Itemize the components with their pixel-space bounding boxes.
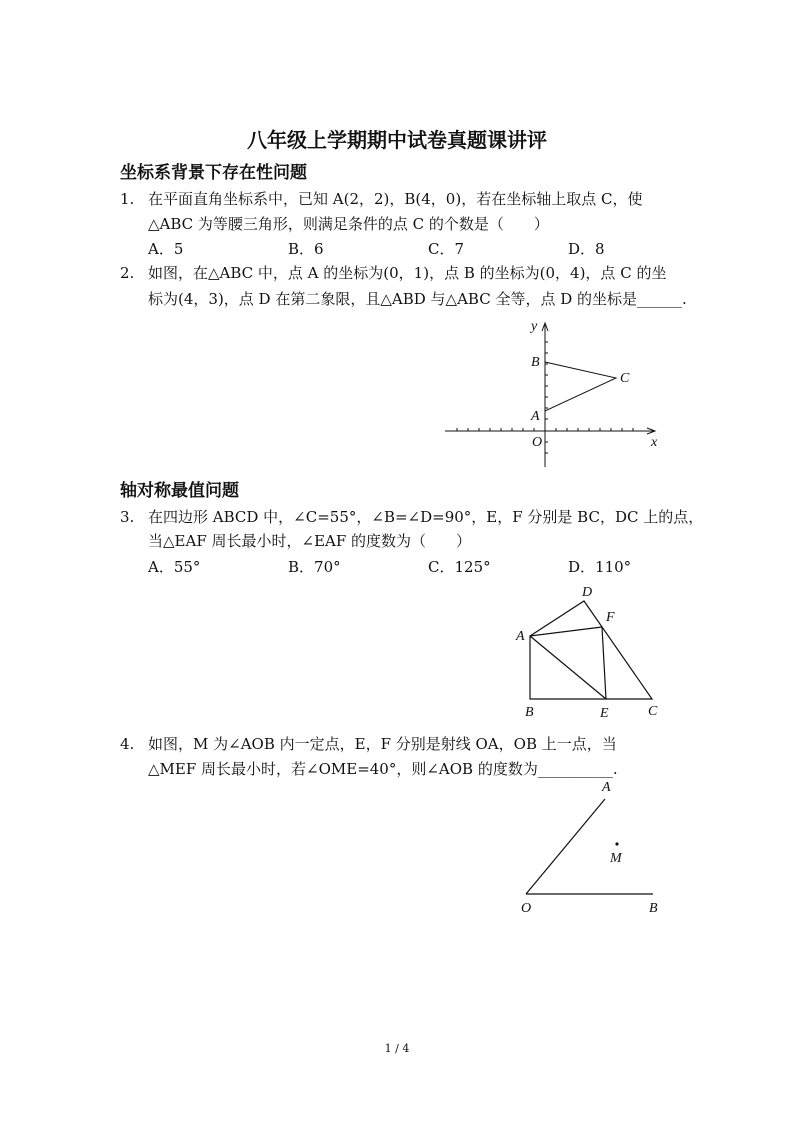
question-2-line-1 [120, 262, 666, 283]
question-3-option-c: C．125° [428, 558, 491, 576]
page-number: 1 / 4 [384, 1042, 410, 1055]
question-1-text-1: 在平面直角坐标系中，已知 A(2，2)，B(4，0)，若在坐标轴上取点 C，使 [148, 190, 643, 208]
question-3-option-d: D．110° [568, 558, 632, 576]
quadrilateral-abcd [530, 601, 652, 699]
section-heading-symmetry: 轴对称最值问题 [120, 481, 239, 501]
label-b: B [525, 705, 534, 720]
question-1-text-2: △ABC 为等腰三角形，则满足条件的点 C 的个数是（ ） [148, 215, 549, 233]
label-a: A [602, 780, 611, 795]
segment-ef [602, 627, 606, 699]
question-3-line-1 [120, 506, 703, 527]
question-4-number: 4. [120, 735, 135, 753]
label-a: A [531, 409, 540, 424]
label-f: F [606, 610, 615, 625]
page-title: 八年级上学期期中试卷真题课讲评 [247, 128, 547, 152]
label-b: B [649, 901, 658, 916]
label-o: O [521, 901, 532, 916]
question-3-option-b: B．70° [288, 558, 341, 576]
label-c: C [648, 704, 658, 719]
question-2-text-1: 如图，在△ABC 中，点 A 的坐标为(0，1)，点 B 的坐标为(0，4)，点 C 的坐 [148, 264, 667, 282]
point-m [615, 842, 618, 845]
label-e: E [600, 706, 609, 721]
label-d: D [582, 585, 593, 600]
label-y: y [531, 319, 538, 334]
question-4-text-1: 如图，M 为∠AOB 内一定点，E，F 分别是射线 OA，OB 上一点，当 [148, 735, 617, 753]
question-3-text-2: 当△EAF 周长最小时，∠EAF 的度数为（ ） [148, 532, 472, 550]
question-3-text-1: 在四边形 ABCD 中，∠C=55°，∠B=∠D=90°，E，F 分别是 BC，DC 上的点， [148, 508, 704, 526]
section-heading-coordinate: 坐标系背景下存在性问题 [120, 163, 307, 183]
question-3-number: 3. [120, 508, 135, 526]
question-1-number: 1. [120, 190, 135, 208]
question-4-text-2: △MEF 周长最小时，若∠OME=40°，则∠AOB 的度数为__________. [148, 760, 618, 778]
figure-quadrilateral [510, 580, 680, 725]
question-1-option-b: B．6 [288, 240, 324, 258]
label-x: x [651, 435, 658, 450]
question-3-option-a: A．55° [148, 558, 201, 576]
question-2-text-2: 标为(4，3)，点 D 在第二象限，且△ABD 与△ABC 全等，点 D 的坐标是______. [148, 290, 687, 308]
label-b: B [531, 355, 540, 370]
label-o: O [532, 435, 543, 450]
question-1-option-c: C．7 [428, 240, 465, 258]
figure-angle-aob [510, 775, 670, 920]
segment-ae [530, 636, 606, 699]
question-2-number: 2. [120, 264, 135, 282]
figure-coordinate-triangle [440, 315, 670, 475]
label-c: C [620, 371, 630, 386]
question-1-option-d: D．8 [568, 240, 605, 258]
label-m: M [610, 851, 622, 866]
question-4-line-1 [120, 733, 617, 754]
ray-oa [526, 799, 605, 894]
question-1-line-1 [120, 188, 642, 209]
triangle-abc [545, 362, 616, 411]
label-a: A [516, 629, 525, 644]
question-1-option-a: A．5 [148, 240, 184, 258]
